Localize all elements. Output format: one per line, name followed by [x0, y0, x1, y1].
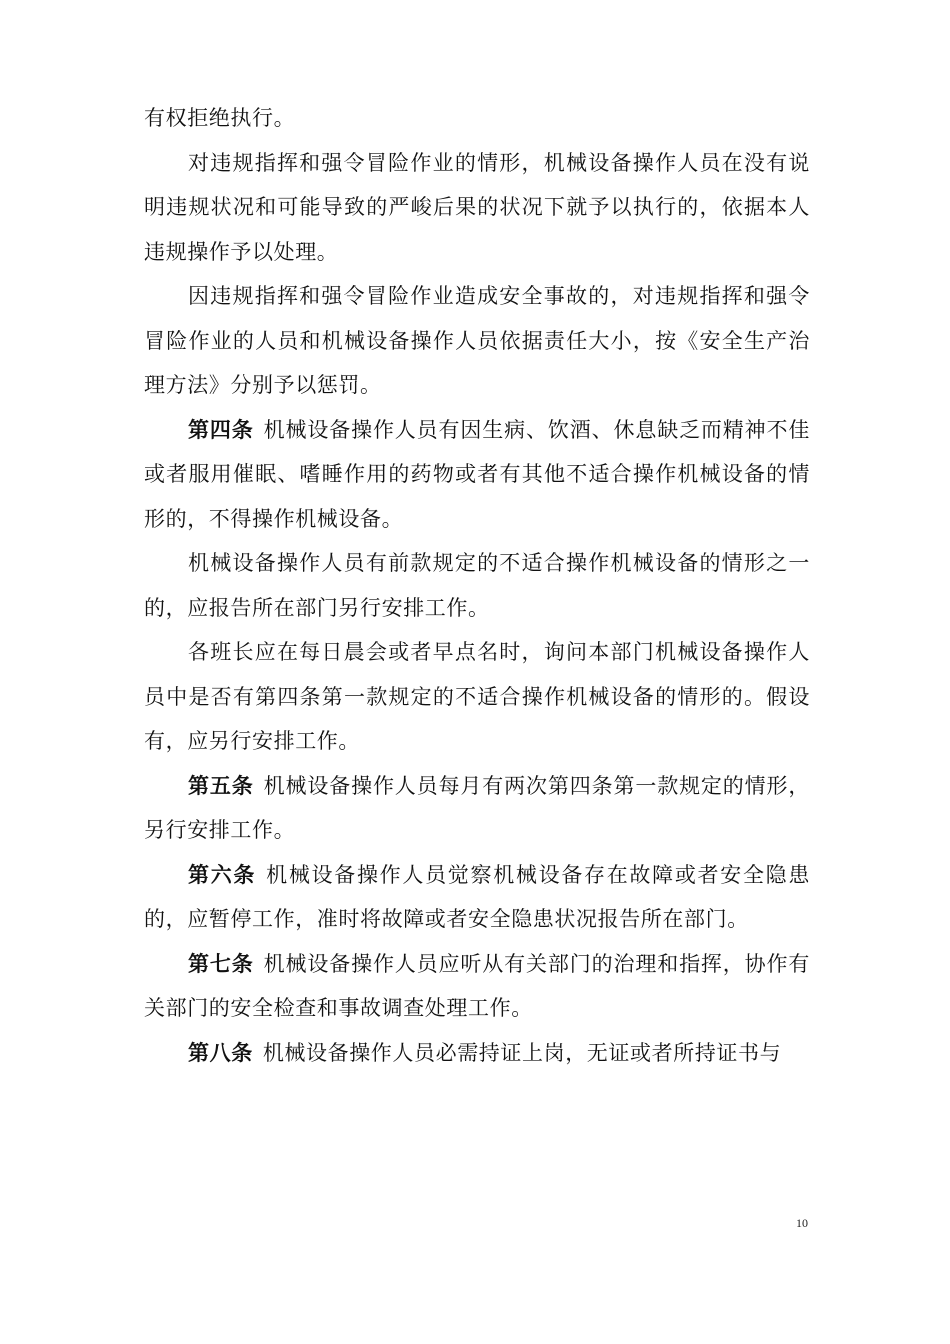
- paragraph: [144, 630, 810, 764]
- article-label: 第五条: [188, 772, 254, 798]
- paragraph: [144, 541, 810, 630]
- paragraph: [144, 853, 810, 942]
- paragraph-text: 机械设备操作人员每月有两次第四条第一款规定的情形，另行安排工作。: [144, 773, 810, 842]
- paragraph: [144, 408, 810, 542]
- paragraph: [144, 96, 810, 141]
- paragraph-text: 机械设备操作人员有前款规定的不适合操作机械设备的情形之一的，应报告所在部门另行安排工作。: [144, 551, 810, 620]
- paragraph: [144, 274, 810, 408]
- paragraph-text: 机械设备操作人员必需持证上岗，无证或者所持证书与: [262, 1040, 782, 1065]
- paragraph-text: 各班长应在每日晨会或者早点名时，询问本部门机械设备操作人员中是否有第四条第一款规定的不适合操作机械设备的情形的。假设有，应另行安排工作。: [144, 640, 810, 753]
- page-number: 10: [796, 1216, 808, 1230]
- paragraph-text: 因违规指挥和强令冒险作业造成安全事故的，对违规指挥和强令冒险作业的人员和机械设备操作人员依据责任大小，按《安全生产治理方法》分别予以惩罚。: [144, 284, 810, 397]
- article-label: 第八条: [188, 1039, 253, 1065]
- paragraph-text: 机械设备操作人员有因生病、饮酒、休息缺乏而精神不佳或者服用催眠、嗜睡作用的药物或者有其他不适合操作机械设备的情形的，不得操作机械设备。: [144, 417, 810, 531]
- paragraph: [144, 1031, 810, 1076]
- paragraph-text: 对违规指挥和强令冒险作业的情形，机械设备操作人员在没有说明违规状况和可能导致的严峻后果的状况下就予以执行的，依据本人违规操作予以处理。: [144, 150, 810, 264]
- document-body: [144, 96, 810, 1075]
- paragraph: [144, 141, 810, 275]
- paragraph: [144, 764, 810, 853]
- paragraph-text: 机械设备操作人员应听从有关部门的治理和指挥，协作有关部门的安全检查和事故调查处理工作。: [144, 951, 810, 1020]
- paragraph: [144, 942, 810, 1031]
- article-label: 第六条: [188, 861, 257, 887]
- article-label: 第四条: [188, 416, 254, 442]
- article-label: 第七条: [188, 950, 254, 976]
- paragraph-text: 机械设备操作人员觉察机械设备存在故障或者安全隐患的，应暂停工作，准时将故障或者安全隐患状况报告所在部门。: [144, 862, 810, 931]
- paragraph-text: 有权拒绝执行。: [144, 106, 296, 130]
